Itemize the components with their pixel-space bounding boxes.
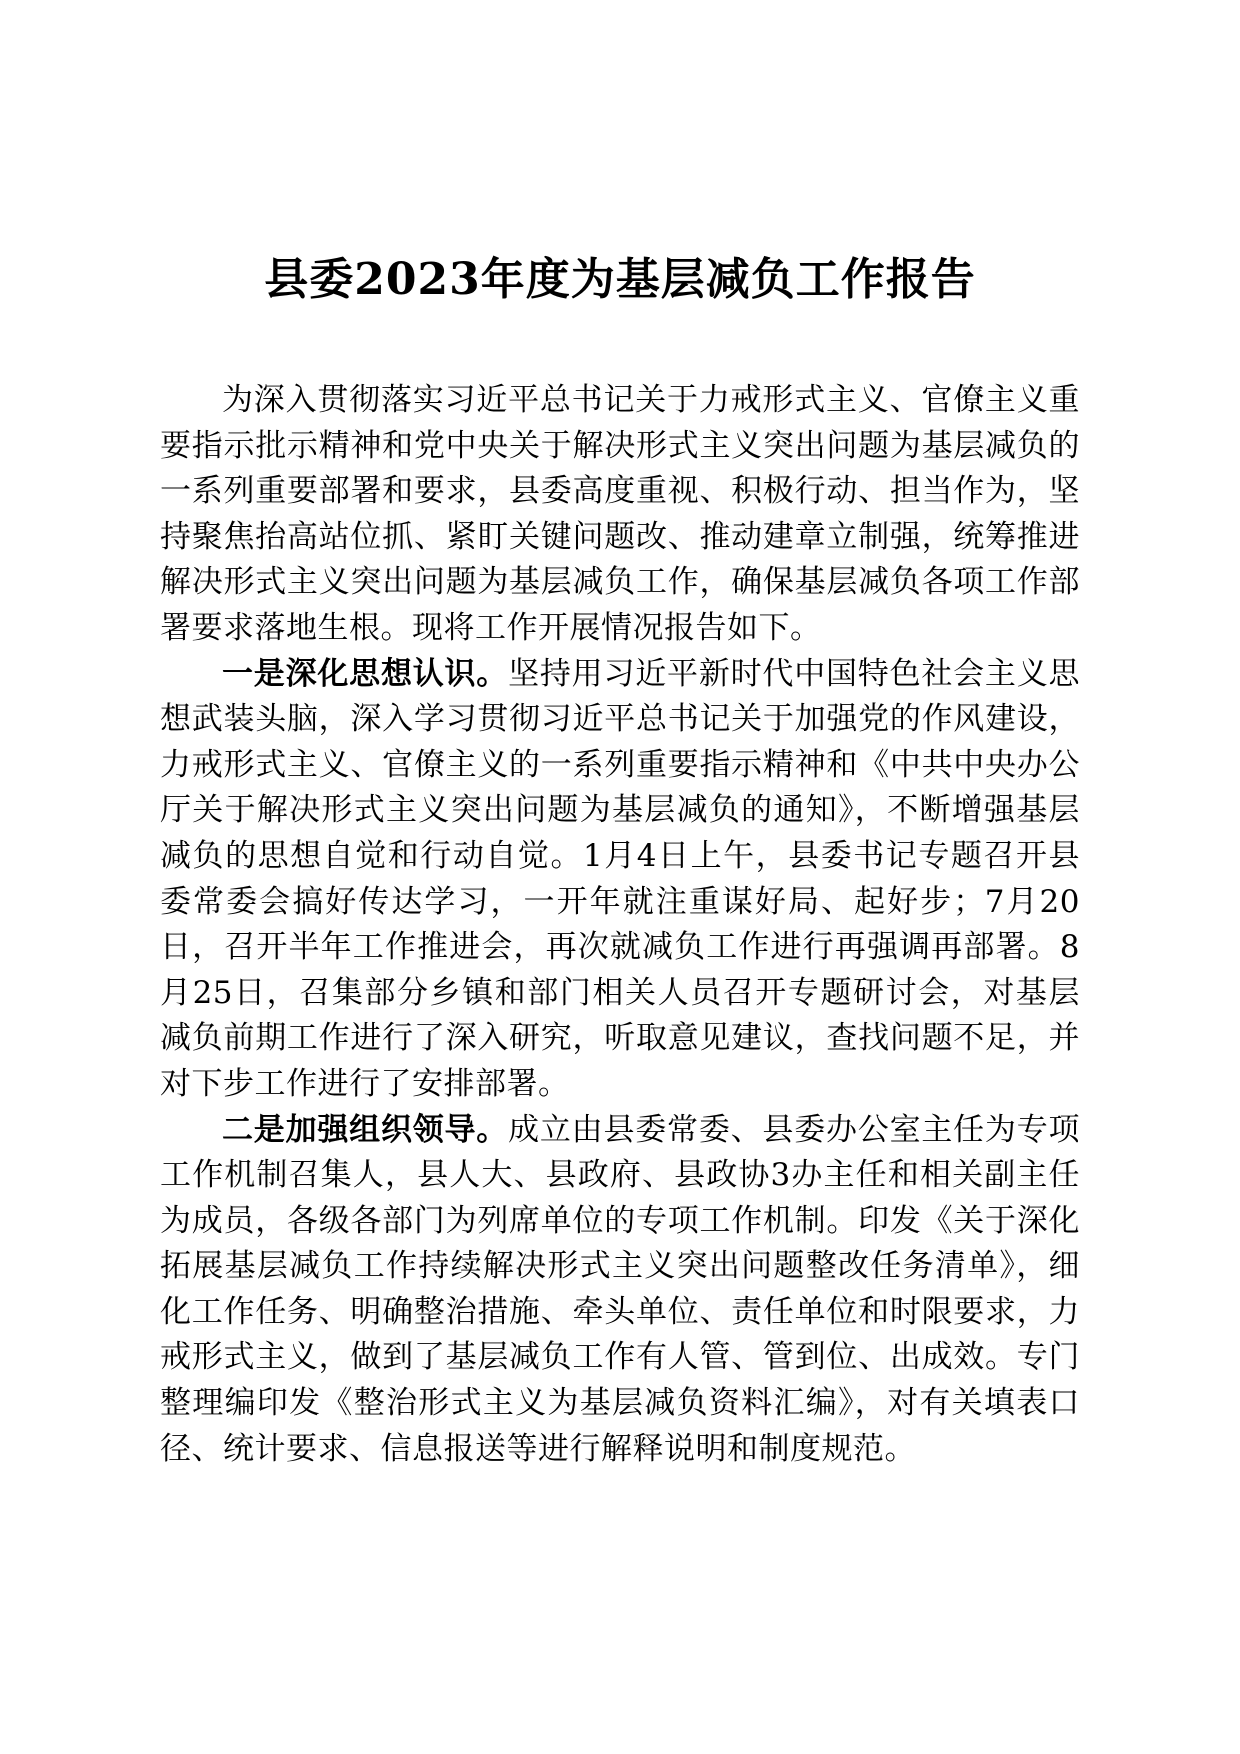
document-body	[160, 378, 1080, 1472]
paragraph-thought-heading: 一是深化思想认识。	[222, 655, 509, 692]
paragraph-intro-text: 为深入贯彻落实习近平总书记关于力戒形式主义、官僚主义重要指示批示精神和党中央关于解决形式主义突出问题为基层减负的一系列重要部署和要求，县委高度重视、积极行动、担当作为，坚持聚焦抬高站位抓、紧盯关键问题改、推动建章立制强，统筹推进解决形式主义突出问题为基层减负工作，确保基层减负各项工作部署要求落地生根。现将工作开展情况报告如下。	[160, 382, 1080, 646]
paragraph-leadership-text: 成立由县委常委、县委办公室主任为专项工作机制召集人，县人大、县政府、县政协3办主任和相关副主任为成员，各级各部门为列席单位的专项工作机制。印发《关于深化拓展基层减负工作持续解决形式主义突出问题整改任务清单》，细化工作任务、明确整治措施、牵头单位、责任单位和时限要求，力戒形式主义，做到了基层减负工作有人管、管到位、出成效。专门整理编印发《整治形式主义为基层减负资料汇编》，对有关填表口径、统计要求、信息报送等进行解释说明和制度规范。	[160, 1111, 1081, 1467]
paragraph-leadership	[160, 1108, 1080, 1473]
paragraph-thought	[160, 652, 1080, 1108]
document-title: 县委2023年度为基层减负工作报告	[264, 254, 976, 305]
paragraph-leadership-heading: 二是加强组织领导。	[222, 1111, 509, 1148]
paragraph-intro	[160, 378, 1080, 652]
paragraph-thought-text: 坚持用习近平新时代中国特色社会主义思想武装头脑，深入学习贯彻习近平总书记关于加强党的作风建设，力戒形式主义、官僚主义的一系列重要指示精神和《中共中央办公厅关于解决形式主义突出问题为基层减负的通知》，不断增强基层减负的思想自觉和行动自觉。1月4日上午，县委书记专题召开县委常委会搞好传达学习，一开年就注重谋好局、起好步；7月20日，召开半年工作推进会，再次就减负工作进行再强调再部署。8月25日，召集部分乡镇和部门相关人员召开专题研讨会，对基层减负前期工作进行了深入研究，听取意见建议，查找问题不足，并对下步工作进行了安排部署。	[160, 655, 1081, 1102]
